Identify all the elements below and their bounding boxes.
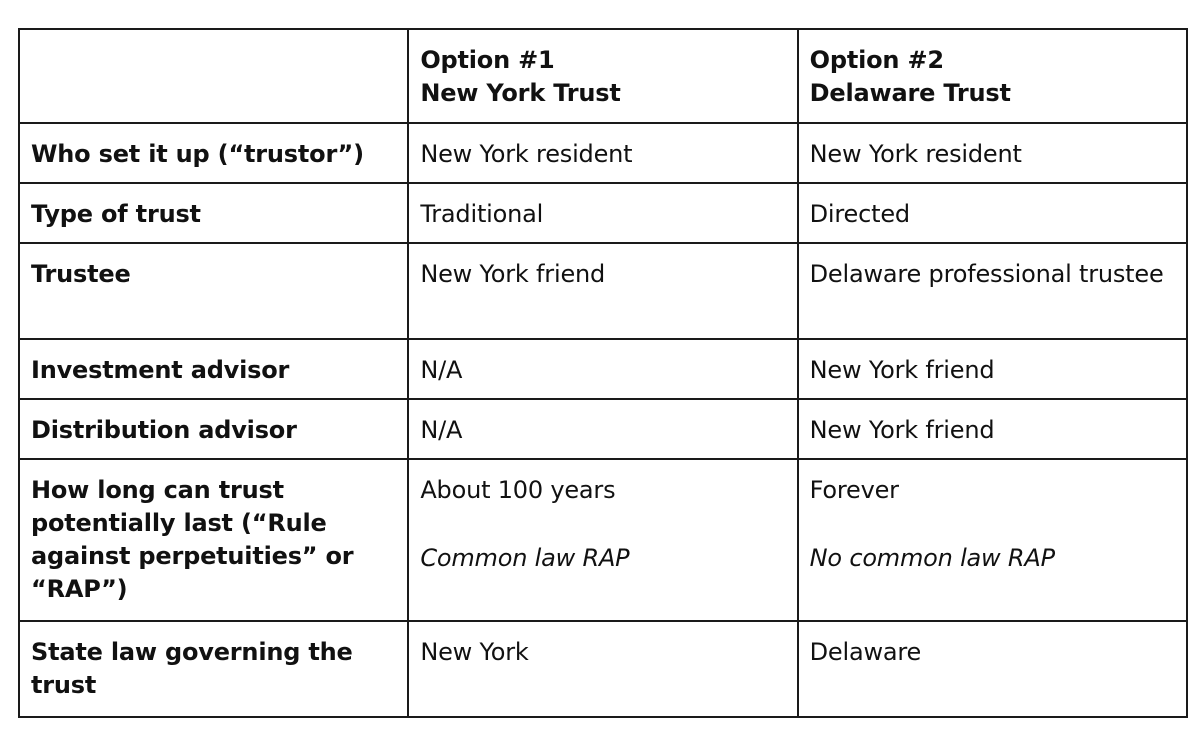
cell-value: Forever (809, 476, 899, 504)
option-2-title: Delaware Trust (809, 79, 1011, 107)
header-option-1 (408, 29, 797, 123)
row-label-state-law: State law governing the trust (19, 621, 408, 717)
trust-comparison-table (18, 28, 1188, 718)
table-header-row (19, 29, 1187, 123)
table-row (19, 339, 1187, 399)
row-label-investment-advisor: Investment advisor (19, 339, 408, 399)
table-row (19, 243, 1187, 339)
table-row (19, 183, 1187, 243)
cell-note: No common law RAP (809, 544, 1055, 572)
cell-option-1 (408, 459, 797, 621)
row-label-trustor: Who set it up (“trustor”) (19, 123, 408, 183)
row-label-duration: How long can trust potentially last (“Rule against perpetuities” or “RAP”) (19, 459, 408, 621)
table-row (19, 621, 1187, 717)
cell-option-2: Delaware (798, 621, 1187, 717)
header-empty-cell (19, 29, 408, 123)
cell-note: Common law RAP (420, 544, 630, 572)
option-2-number: Option #2 (809, 46, 944, 74)
cell-option-2: Directed (798, 183, 1187, 243)
cell-option-2 (798, 459, 1187, 621)
header-option-2 (798, 29, 1187, 123)
cell-option-1: New York friend (408, 243, 797, 339)
cell-option-2: New York resident (798, 123, 1187, 183)
cell-option-1: N/A (408, 399, 797, 459)
cell-option-2: Delaware professional trustee (798, 243, 1187, 339)
row-label-trustee: Trustee (19, 243, 408, 339)
row-label-type: Type of trust (19, 183, 408, 243)
table-row (19, 123, 1187, 183)
cell-spacer (420, 507, 785, 542)
cell-option-1: New York resident (408, 123, 797, 183)
cell-value: About 100 years (420, 476, 616, 504)
table-row (19, 459, 1187, 621)
cell-option-2: New York friend (798, 339, 1187, 399)
cell-option-1: N/A (408, 339, 797, 399)
cell-option-1: New York (408, 621, 797, 717)
table-row (19, 399, 1187, 459)
option-1-title: New York Trust (420, 79, 621, 107)
comparison-table-container (18, 28, 1188, 718)
cell-option-2: New York friend (798, 399, 1187, 459)
cell-spacer (810, 507, 1175, 542)
row-label-distribution-advisor: Distribution advisor (19, 399, 408, 459)
option-1-number: Option #1 (420, 46, 555, 74)
cell-option-1: Traditional (408, 183, 797, 243)
